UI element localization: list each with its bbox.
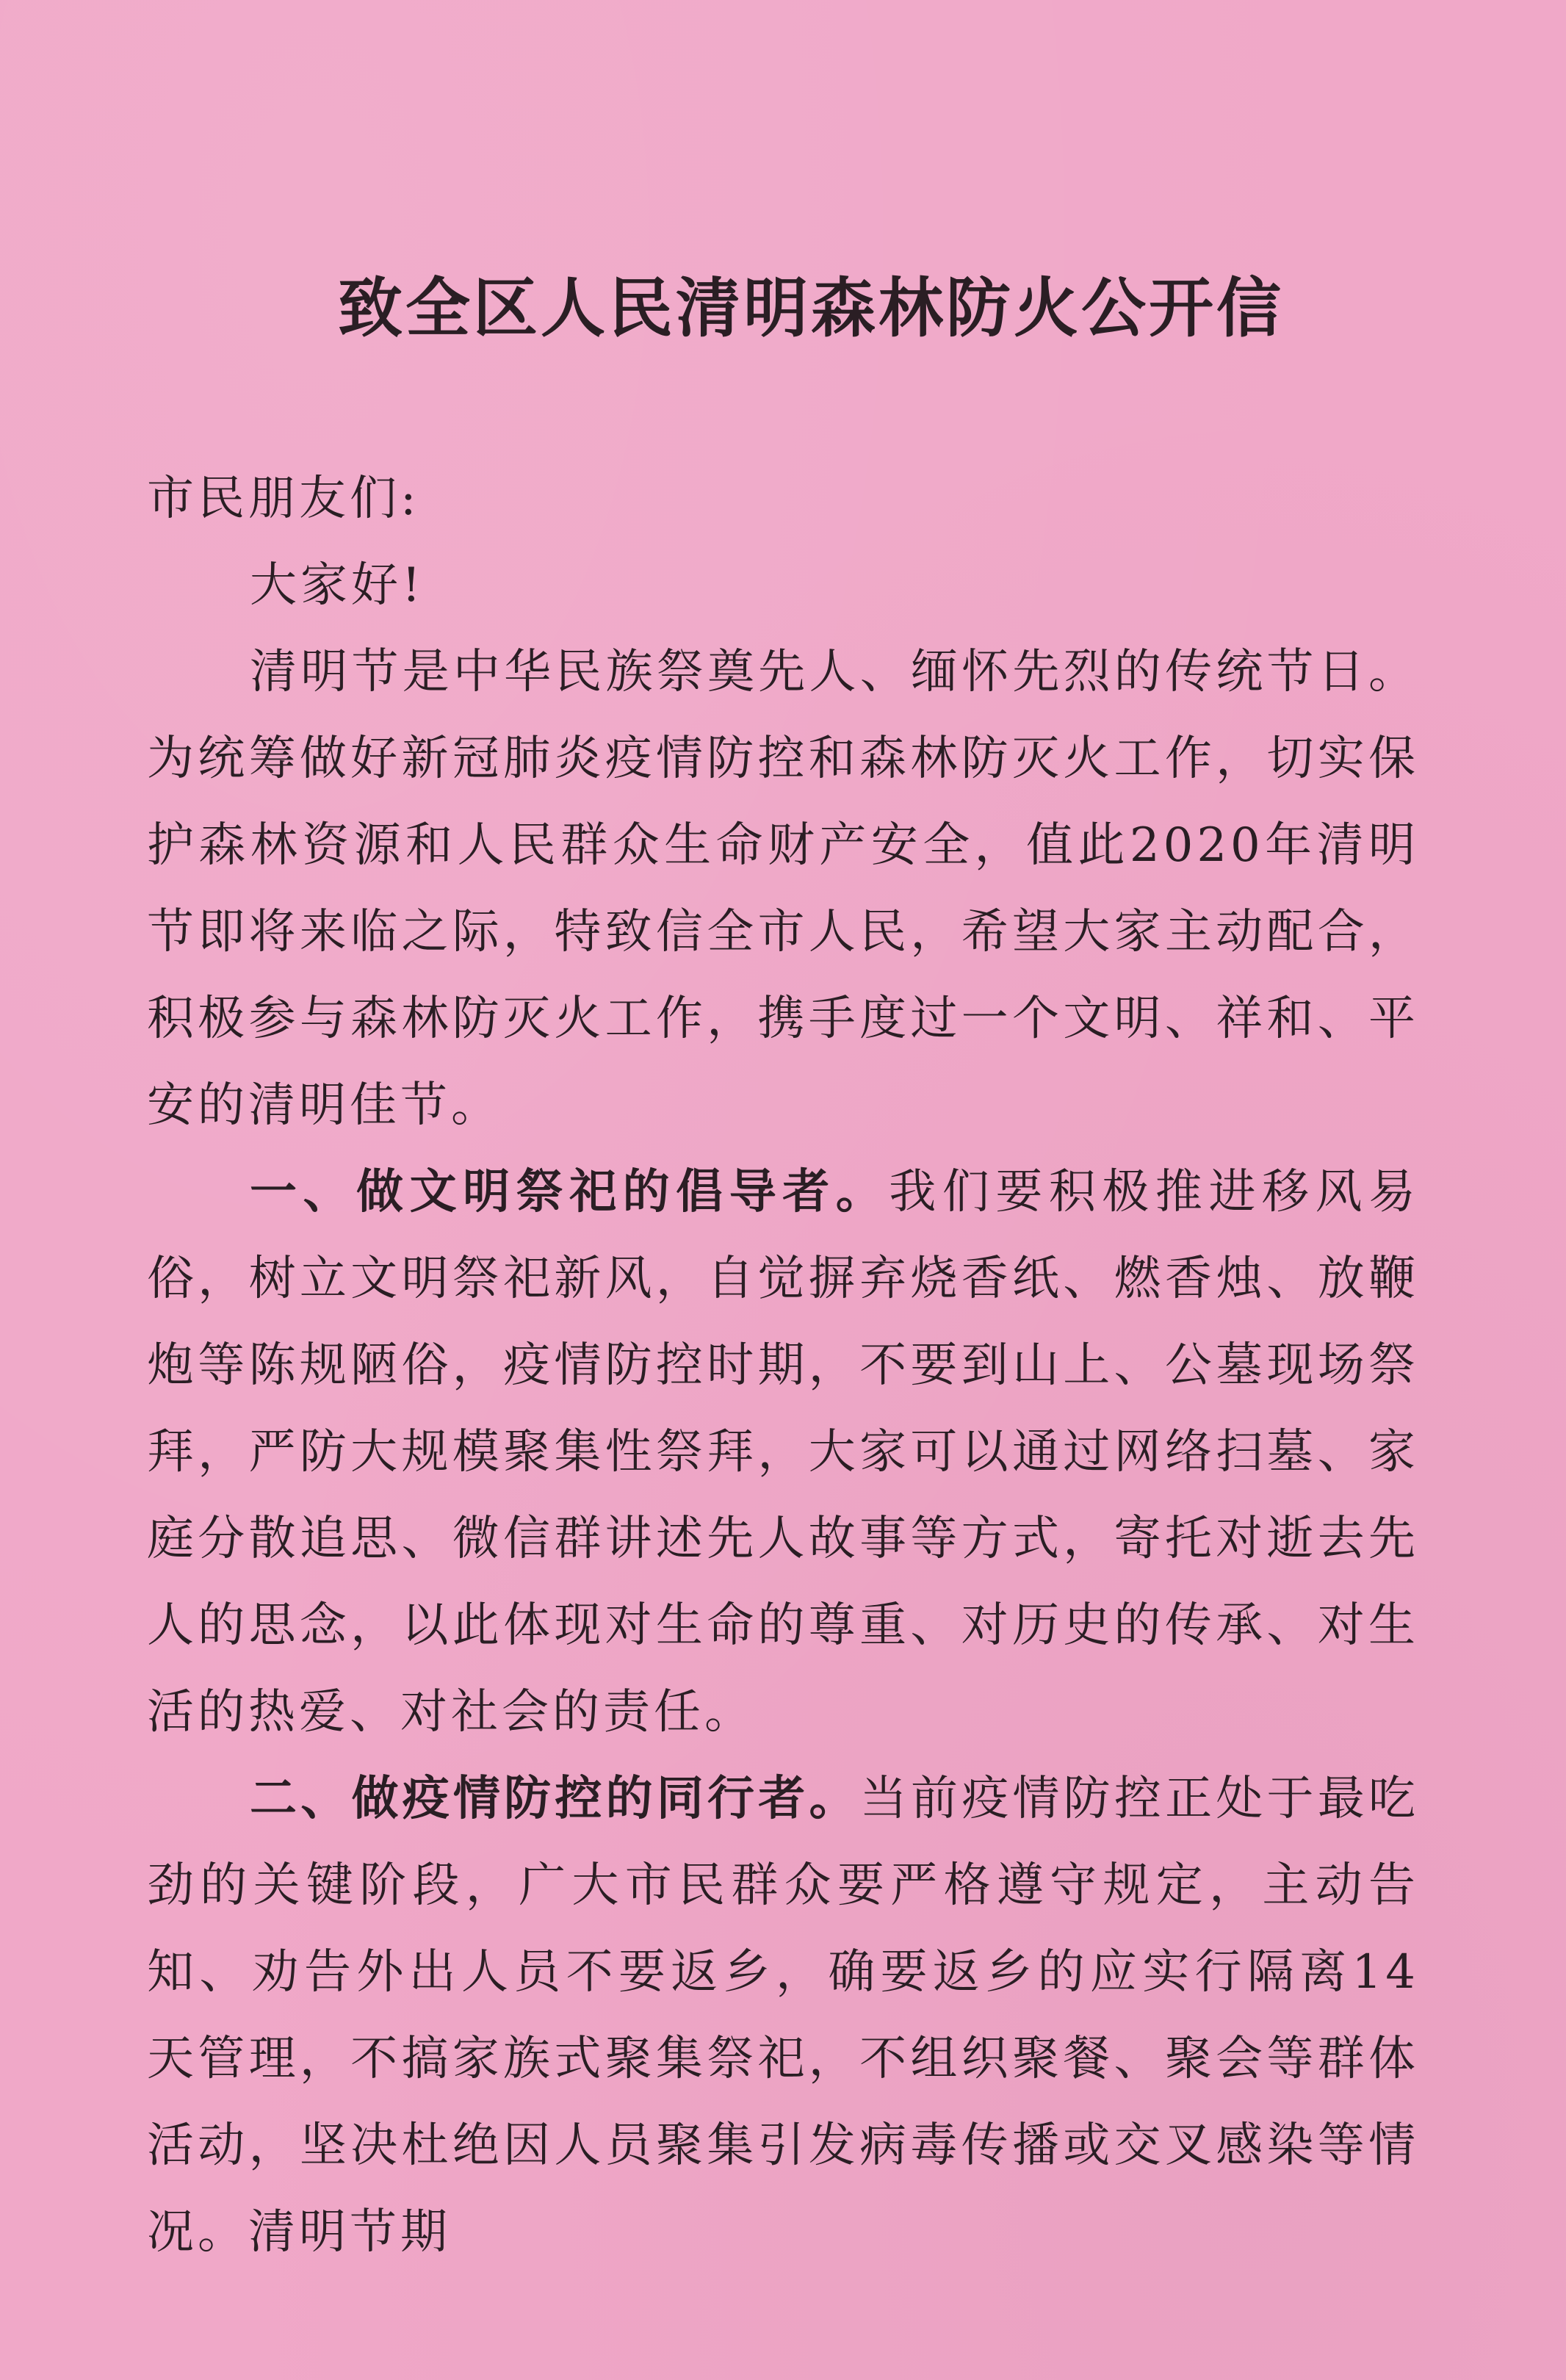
section-2-paragraph	[147, 1756, 1419, 2276]
greeting: 大家好!	[250, 558, 425, 613]
letter-title: 致全区人民清明森林防火公开信	[338, 270, 1285, 346]
section-2-heading: 二、做疫情防控的同行者。	[250, 1772, 860, 1826]
section-2-text: 当前疫情防控正处于最吃劲的关键阶段，广大市民群众要严格遵守规定，主动告知、劝告外出人员不要返乡，确要返乡的应实行隔离14天管理，不搞家族式聚集祭祀，不组织聚餐、聚会等群体活动，坚决杜绝因人员聚集引发病毒传播或交叉感染等情况。清明节期	[147, 1772, 1420, 2260]
letter-body	[147, 455, 1419, 2276]
salutation: 市民朋友们:	[147, 472, 420, 526]
section-1-paragraph	[147, 1149, 1419, 1756]
intro-paragraph: 清明节是中华民族祭奠先人、缅怀先烈的传统节日。为统筹做好新冠肺炎疫情防控和森林防灭火工作，切实保护森林资源和人民群众生命财产安全，值此2020年清明节即将来临之际，特致信全市人民，希望大家主动配合，积极参与森林防灭火工作，携手度过一个文明、祥和、平安的清明佳节。	[147, 645, 1419, 1133]
section-1-heading: 一、做文明祭祀的倡导者。	[250, 1165, 890, 1219]
section-1-text: 我们要积极推进移风易俗，树立文明祭祀新风，自觉摒弃烧香纸、燃香烛、放鞭炮等陈规陋俗，疫情防控时期，不要到山上、公墓现场祭拜，严防大规模聚集性祭拜，大家可以通过网络扫墓、家庭分散追思、微信群讲述先人故事等方式，寄托对逝去先人的思念，以此体现对生命的尊重、对历史的传承、对生活的热爱、对社会的责任。	[147, 1165, 1420, 1739]
